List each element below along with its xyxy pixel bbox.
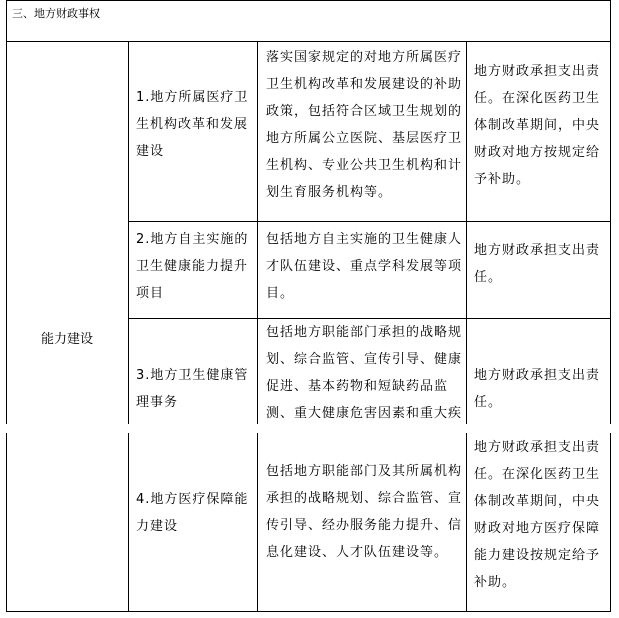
table-border-right — [610, 0, 611, 612]
row-1-item: 1.地方所属医疗卫生机构改革和发展建设 — [136, 90, 249, 159]
category-label: 能力建设 — [40, 332, 93, 347]
page-break-gap — [0, 424, 619, 433]
row-4-item: 4.地方医疗保障能力建设 — [136, 492, 249, 534]
row-divider — [128, 221, 611, 222]
column-divider — [466, 41, 467, 612]
table-border-bottom — [6, 611, 611, 612]
row-4-responsibility: 地方财政承担支出责任。在深化医药卫生体制改革期间，中央财政对地方医疗保障能力建设按规定给予补助。 — [474, 440, 601, 590]
row-1-content: 落实国家规定的对地方所属医疗卫生机构改革和发展建设的补助政策，包括符合区域卫生规划的地方所属公立医院、基层医疗卫生机构、专业公共卫生机构和计划生育服务机构等。 — [266, 50, 463, 200]
table-border-top — [6, 0, 611, 1]
row-3-item: 3.地方卫生健康管理事务 — [136, 368, 249, 410]
row-2-content: 包括地方自主实施的卫生健康人才队伍建设、重点学科发展等项目。 — [266, 232, 463, 301]
column-divider — [128, 41, 129, 612]
table-border-left — [6, 0, 7, 612]
section-title: 三、地方财政事权 — [12, 7, 100, 20]
row-3-content: 包括地方职能部门承担的战略规划、综合监管、宣传引导、健康促进、基本药物和短缺药品监测、重大健康危害因素和重大疾 — [266, 325, 462, 421]
row-3-responsibility: 地方财政承担支出责任。 — [474, 368, 601, 410]
row-4-content: 包括地方职能部门及其所属机构承担的战略规划、综合监管、宣传引导、经办服务能力提升、信息化建设、人才队伍建设等。 — [266, 464, 463, 560]
row-2-item: 2.地方自主实施的卫生健康能力提升项目 — [136, 232, 249, 301]
section-divider — [6, 41, 611, 42]
column-divider — [257, 41, 258, 612]
row-2-responsibility: 地方财政承担支出责任。 — [474, 243, 601, 285]
row-1-responsibility: 地方财政承担支出责任。在深化医药卫生体制改革期间，中央财政对地方按规定给予补助。 — [474, 64, 601, 187]
